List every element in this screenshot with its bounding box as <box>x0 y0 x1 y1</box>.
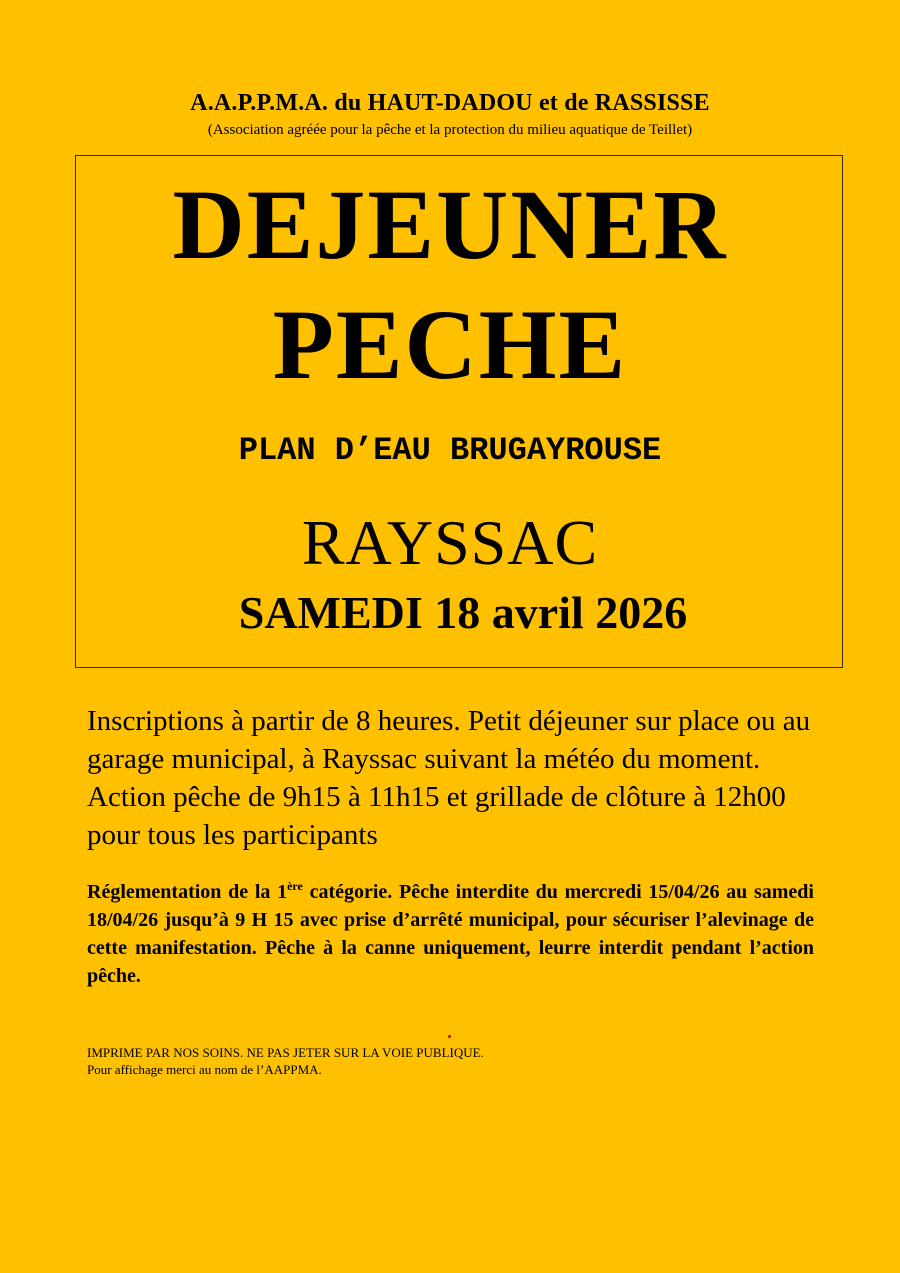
footer-line1: IMPRIME PAR NOS SOINS. NE PAS JETER SUR LA VOIE PUBLIQUE. <box>87 1045 484 1060</box>
event-title-line1: DEJEUNER <box>172 169 728 280</box>
footer-line2: Pour affichage merci au nom de l’AAPPMA. <box>87 1062 322 1077</box>
event-title-line2: PECHE <box>272 289 628 400</box>
event-date: SAMEDI 18 avril 2026 <box>238 587 688 638</box>
regulation-prefix: Réglementation de la 1 <box>87 881 288 903</box>
organization-subtitle: (Association agréée pour la pêche et la protection du milieu aquatique de Teillet) <box>207 122 693 138</box>
regulation-paragraph <box>87 878 814 990</box>
footer-notice <box>87 1044 787 1078</box>
event-town: RAYSSAC <box>301 507 599 578</box>
regulation-superscript: ère <box>287 879 303 893</box>
event-location: PLAN D’EAU BRUGAYROUSE <box>238 432 662 469</box>
event-info-paragraph: Inscriptions à partir de 8 heures. Petit déjeuner sur place ou au garage municipal, à Rayssac suivant la météo du moment. Action pêche de 9h15 à 11h15 et grillade de clôture à 12h00 pour tous les participants <box>87 705 811 851</box>
regulation-text: catégorie. Pêche interdite du mercredi 15/04/26 au samedi 18/04/26 jusqu’à 9 H 15 avec prise d’arrêté municipal, pour sécuriser l’alevinage de cette manifestation. Pêche à la canne uniquement, leurre interdit pendant l’action pêche. <box>87 881 814 987</box>
red-dot-mark <box>448 1035 451 1038</box>
organization-name: A.A.P.P.M.A. du HAUT-DADOU et de RASSISSE <box>190 90 710 116</box>
